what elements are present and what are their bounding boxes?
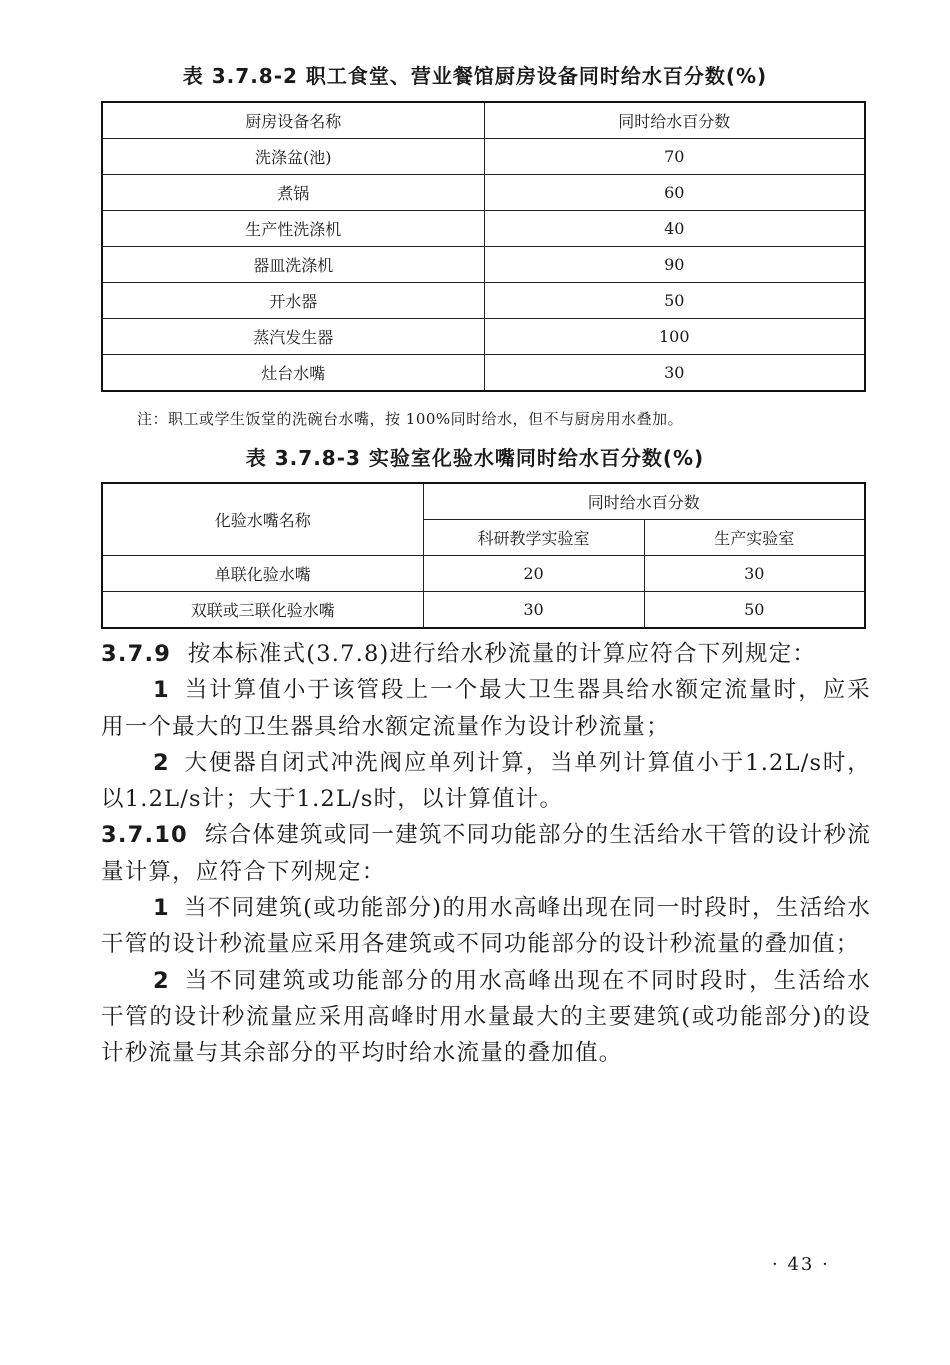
table-note: 注：职工或学生饭堂的洗碗台水嘴，按 100%同时给水，但不与厨房用水叠加。	[137, 410, 684, 428]
column-group-header: 同时给水百分数	[423, 483, 865, 520]
table-header-row	[102, 102, 865, 139]
equipment-name-cell: 开水器	[102, 283, 484, 319]
percentage-cell: 30	[484, 355, 865, 392]
body-text	[101, 636, 871, 1072]
item-number: 2	[153, 749, 170, 776]
faucet-name-cell: 双联或三联化验水嘴	[102, 592, 423, 629]
percentage-cell: 50	[484, 283, 865, 319]
clause-item	[101, 963, 871, 1072]
column-subheader: 科研教学实验室	[423, 520, 644, 556]
clause-item	[101, 890, 871, 963]
lab-faucet-table	[101, 482, 866, 629]
item-text: 当不同建筑或功能部分的用水高峰出现在不同时段时，生活给水干管的设计秒流量应采用高峰时用水量最大的主要建筑(或功能部分)的设计秒流量与其余部分的平均时给水流量的叠加值。	[101, 967, 871, 1067]
column-subheader: 生产实验室	[644, 520, 865, 556]
percentage-cell: 50	[644, 592, 865, 629]
clause-number: 3.7.10	[101, 822, 188, 849]
table-row	[102, 175, 865, 211]
item-number: 1	[153, 677, 170, 704]
table-row	[102, 283, 865, 319]
percentage-cell: 40	[484, 211, 865, 247]
kitchen-equipment-table	[101, 101, 866, 392]
table-row	[102, 247, 865, 283]
column-header: 同时给水百分数	[484, 102, 865, 139]
page-number: · 43 ·	[772, 1254, 830, 1275]
percentage-cell: 90	[484, 247, 865, 283]
column-header: 化验水嘴名称	[102, 483, 423, 556]
item-number: 1	[153, 895, 170, 922]
equipment-name-cell: 生产性洗涤机	[102, 211, 484, 247]
column-header: 厨房设备名称	[102, 102, 484, 139]
table-row	[102, 211, 865, 247]
clause-paragraph	[101, 636, 871, 672]
clause-text: 综合体建筑或同一建筑不同功能部分的生活给水干管的设计秒流量计算，应符合下列规定：	[101, 822, 871, 885]
table-row	[102, 592, 865, 629]
table-row	[102, 355, 865, 392]
table-row	[102, 556, 865, 592]
clause-item	[101, 672, 871, 745]
percentage-cell: 20	[423, 556, 644, 592]
equipment-name-cell: 灶台水嘴	[102, 355, 484, 392]
table-title: 表 3.7.8-3 实验室化验水嘴同时给水百分数(%)	[245, 446, 705, 470]
table-header-row	[102, 483, 865, 520]
percentage-cell: 70	[484, 139, 865, 175]
item-text: 当不同建筑(或功能部分)的用水高峰出现在同一时段时，生活给水干管的设计秒流量应采用各建筑或不同功能部分的设计秒流量的叠加值；	[101, 895, 871, 958]
faucet-name-cell: 单联化验水嘴	[102, 556, 423, 592]
item-number: 2	[153, 967, 170, 994]
percentage-cell: 100	[484, 319, 865, 355]
equipment-name-cell: 器皿洗涤机	[102, 247, 484, 283]
item-text: 当计算值小于该管段上一个最大卫生器具给水额定流量时，应采用一个最大的卫生器具给水额定流量作为设计秒流量；	[101, 677, 871, 740]
clause-number: 3.7.9	[101, 641, 172, 667]
table-row	[102, 139, 865, 175]
equipment-name-cell: 煮锅	[102, 175, 484, 211]
percentage-cell: 60	[484, 175, 865, 211]
table-row	[102, 319, 865, 355]
percentage-cell: 30	[644, 556, 865, 592]
clause-paragraph	[101, 817, 871, 890]
clause-item	[101, 745, 871, 818]
equipment-name-cell: 蒸汽发生器	[102, 319, 484, 355]
percentage-cell: 30	[423, 592, 644, 629]
clause-text: 按本标准式(3.7.8)进行给水秒流量的计算应符合下列规定：	[187, 641, 817, 667]
equipment-name-cell: 洗涤盆(池)	[102, 139, 484, 175]
table-title: 表 3.7.8-2 职工食堂、营业餐馆厨房设备同时给水百分数(%)	[182, 64, 768, 88]
item-text: 大便器自闭式冲洗阀应单列计算，当单列计算值小于1.2L/s时，以1.2L/s计；大于1.2L/s时，以计算值计。	[101, 749, 871, 813]
